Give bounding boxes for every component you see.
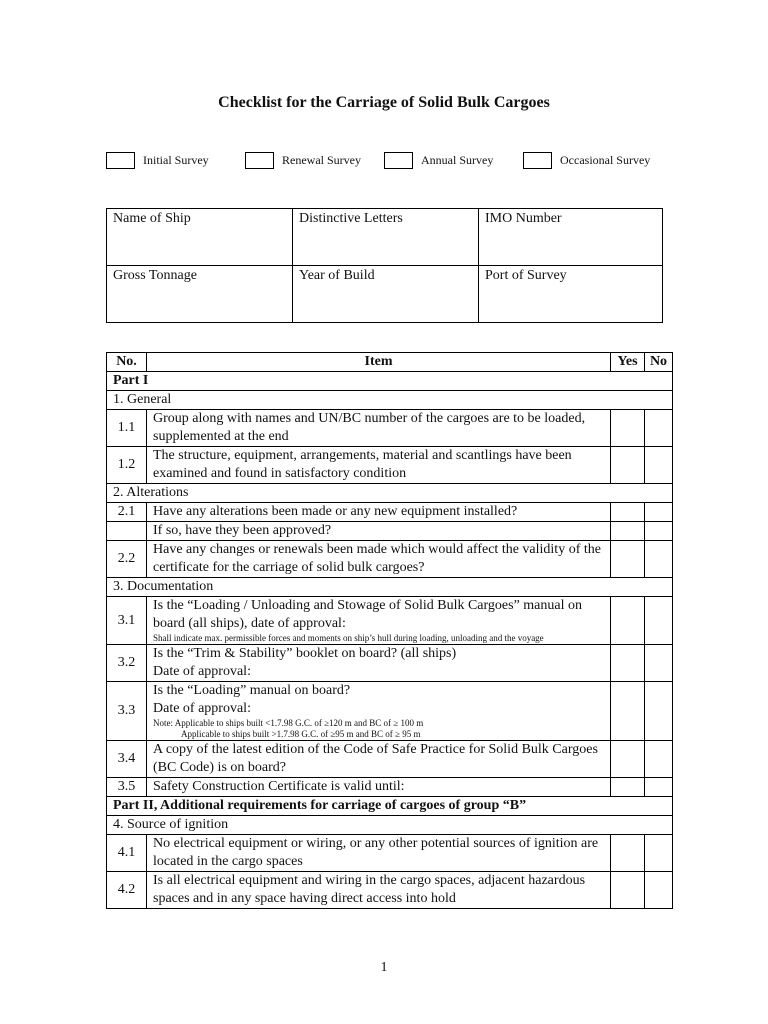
row-item-text: No electrical equipment or wiring, or any other potential sources of ignition are located in the cargo spaces — [147, 835, 611, 872]
survey-option-occasional[interactable] — [523, 152, 650, 169]
no-cell[interactable] — [645, 872, 673, 909]
name-of-ship-field[interactable] — [107, 209, 293, 266]
row-item-text — [147, 597, 611, 645]
table-row — [107, 835, 673, 872]
no-cell[interactable] — [645, 522, 673, 541]
table-row — [107, 682, 673, 741]
port-of-survey-label: Port of Survey — [485, 268, 567, 283]
checklist-table — [106, 352, 673, 909]
header-yes: Yes — [611, 353, 645, 372]
yes-cell[interactable] — [611, 645, 645, 682]
yes-cell[interactable] — [611, 741, 645, 778]
yes-cell[interactable] — [611, 835, 645, 872]
no-cell[interactable] — [645, 835, 673, 872]
occasional-survey-label: Occasional Survey — [560, 153, 651, 167]
row-item-date-text: Date of approval: — [153, 664, 251, 679]
no-cell[interactable] — [645, 741, 673, 778]
part1-heading: Part I — [107, 372, 673, 391]
row-number: 2.1 — [107, 503, 147, 522]
no-cell[interactable] — [645, 682, 673, 741]
row-item-text — [147, 682, 611, 741]
row-item-text: Safety Construction Certificate is valid until: — [147, 778, 611, 797]
table-row — [107, 741, 673, 778]
row-item-note: Note: Applicable to ships built <1.7.98 G.C. of ≥120 m and BC of ≥ 100 m — [153, 718, 424, 728]
row-item-text: Have any alterations been made or any new equipment installed? — [147, 503, 611, 522]
row-item-text: If so, have they been approved? — [147, 522, 611, 541]
row-item-date-text: Date of approval: — [153, 701, 251, 716]
renewal-survey-checkbox[interactable] — [245, 152, 274, 169]
table-row — [107, 872, 673, 909]
renewal-survey-label: Renewal Survey — [282, 153, 361, 167]
row-number: 1.2 — [107, 447, 147, 484]
table-row — [107, 645, 673, 682]
imo-number-label: IMO Number — [485, 211, 562, 226]
yes-cell[interactable] — [611, 597, 645, 645]
alterations-heading: 2. Alterations — [107, 484, 673, 503]
table-row — [107, 541, 673, 578]
yes-cell[interactable] — [611, 503, 645, 522]
row-number: 3.1 — [107, 597, 147, 645]
no-cell[interactable] — [645, 597, 673, 645]
row-item-text — [147, 645, 611, 682]
header-row — [107, 353, 673, 372]
row-item-main-text: Is the “Loading / Unloading and Stowage of Solid Bulk Cargoes” manual on board (all ships), date of approval: — [153, 598, 583, 631]
no-cell[interactable] — [645, 778, 673, 797]
table-row — [107, 503, 673, 522]
table-row — [107, 447, 673, 484]
header-no: No. — [107, 353, 147, 372]
yes-cell[interactable] — [611, 410, 645, 447]
section-row — [107, 391, 673, 410]
row-number — [107, 522, 147, 541]
ship-info-table — [106, 208, 663, 323]
row-item-text: A copy of the latest edition of the Code of Safe Practice for Solid Bulk Cargoes (BC Code) is on board? — [147, 741, 611, 778]
row-number: 4.2 — [107, 872, 147, 909]
table-row — [107, 410, 673, 447]
ignition-heading: 4. Source of ignition — [107, 816, 673, 835]
year-of-build-field[interactable] — [293, 266, 479, 323]
table-row — [107, 597, 673, 645]
row-number: 3.4 — [107, 741, 147, 778]
general-heading: 1. General — [107, 391, 673, 410]
row-item-main-text: Is the “Trim & Stability” booklet on board? (all ships) — [153, 646, 457, 661]
no-cell[interactable] — [645, 503, 673, 522]
distinctive-letters-label: Distinctive Letters — [299, 211, 403, 226]
no-cell[interactable] — [645, 645, 673, 682]
page-number: 1 — [380, 960, 388, 975]
table-row — [107, 778, 673, 797]
section-row — [107, 578, 673, 597]
distinctive-letters-field[interactable] — [293, 209, 479, 266]
document-title: Checklist for the Carriage of Solid Bulk Cargoes — [218, 94, 550, 111]
port-of-survey-field[interactable] — [479, 266, 663, 323]
row-item-text: The structure, equipment, arrangements, material and scantlings have been examined and found in satisfactory condition — [147, 447, 611, 484]
gross-tonnage-field[interactable] — [107, 266, 293, 323]
survey-option-initial[interactable] — [106, 152, 209, 169]
occasional-survey-checkbox[interactable] — [523, 152, 552, 169]
row-item-text: Is all electrical equipment and wiring in the cargo spaces, adjacent hazardous spaces and in any space having direct access into hold — [147, 872, 611, 909]
row-number: 3.5 — [107, 778, 147, 797]
survey-option-renewal[interactable] — [245, 152, 361, 169]
row-number: 4.1 — [107, 835, 147, 872]
row-item-note: Applicable to ships built >1.7.98 G.C. of ≥95 m and BC of ≥ 95 m — [181, 729, 421, 739]
part2-heading: Part II, Additional requirements for carriage of cargoes of group “B” — [107, 797, 673, 816]
part-row — [107, 797, 673, 816]
row-item-note: Shall indicate max. permissible forces and moments on ship’s hull during loading, unloading and the voyage — [153, 633, 544, 643]
row-number: 1.1 — [107, 410, 147, 447]
row-number: 3.3 — [107, 682, 147, 741]
no-cell[interactable] — [645, 541, 673, 578]
no-cell[interactable] — [645, 410, 673, 447]
year-of-build-label: Year of Build — [299, 268, 375, 283]
survey-option-annual[interactable] — [384, 152, 493, 169]
row-item-text: Group along with names and UN/BC number of the cargoes are to be loaded, supplemented at the end — [147, 410, 611, 447]
yes-cell[interactable] — [611, 522, 645, 541]
name-of-ship-label: Name of Ship — [113, 211, 191, 226]
section-row — [107, 484, 673, 503]
row-number: 3.2 — [107, 645, 147, 682]
yes-cell[interactable] — [611, 872, 645, 909]
no-cell[interactable] — [645, 447, 673, 484]
table-row — [107, 522, 673, 541]
row-item-text: Have any changes or renewals been made which would affect the validity of the certificate for the carriage of solid bulk cargoes? — [147, 541, 611, 578]
part-row — [107, 372, 673, 391]
yes-cell[interactable] — [611, 541, 645, 578]
imo-number-field[interactable] — [479, 209, 663, 266]
annual-survey-label: Annual Survey — [421, 153, 494, 167]
yes-cell[interactable] — [611, 778, 645, 797]
initial-survey-label: Initial Survey — [143, 153, 209, 167]
annual-survey-checkbox[interactable] — [384, 152, 413, 169]
yes-cell[interactable] — [611, 447, 645, 484]
initial-survey-checkbox[interactable] — [106, 152, 135, 169]
gross-tonnage-label: Gross Tonnage — [113, 268, 197, 283]
documentation-heading: 3. Documentation — [107, 578, 673, 597]
row-item-main-text: Is the “Loading” manual on board? — [153, 683, 351, 698]
yes-cell[interactable] — [611, 682, 645, 741]
row-number: 2.2 — [107, 541, 147, 578]
header-no-answer: No — [645, 353, 673, 372]
section-row — [107, 816, 673, 835]
header-item: Item — [147, 353, 611, 372]
